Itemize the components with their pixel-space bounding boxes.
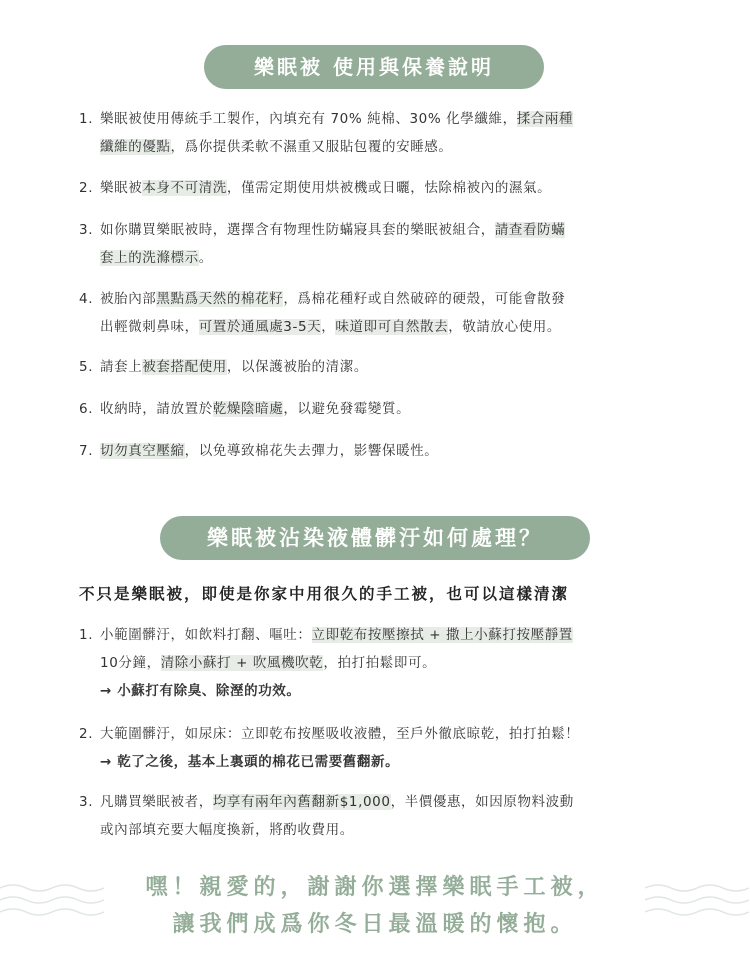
list-item <box>79 353 679 381</box>
item-number: 4. <box>79 291 94 307</box>
item-number: 2. <box>79 726 94 742</box>
closing-line-2: 讓我們成爲你冬日最溫暖的懷抱。 <box>172 912 578 937</box>
item-number: 3. <box>79 794 94 810</box>
highlighted-text: 纖維的優點 <box>100 139 171 155</box>
item-text: 凡購買樂眠被者， <box>100 794 213 810</box>
item-text: ， <box>321 319 336 335</box>
item-number: 2. <box>79 180 94 196</box>
item-text: ，僅需定期使用烘被機或日曬，怯除棉被內的濕氣。 <box>226 180 552 196</box>
highlighted-text: 清除小蘇打 + 吹風機吹乾 <box>160 655 324 671</box>
item-line <box>100 621 679 649</box>
item-number: 3. <box>79 222 94 238</box>
item-text: 或內部填充要大幅度換新，將酌收費用。 <box>100 822 354 838</box>
item-text: 樂眠被使用傳統手工製作，內填充有 70% 純棉、30% 化學纖維， <box>100 111 517 127</box>
item-text: 被胎內部 <box>100 291 157 307</box>
list-item <box>79 216 679 272</box>
highlighted-text: 均享有兩年內舊翻新$1,000 <box>212 794 391 810</box>
item-line <box>100 313 679 341</box>
closing-line-1: 嘿！親愛的，謝謝你選擇樂眠手工被， <box>145 875 605 900</box>
item-line <box>100 353 679 381</box>
item-line <box>100 216 679 244</box>
wave-decoration-left-icon <box>0 880 105 920</box>
list-item <box>79 437 679 465</box>
item-text: ，拍打拍鬆即可。 <box>323 655 437 671</box>
item-number: 1. <box>79 111 94 127</box>
highlighted-text: 本身不可清洗 <box>142 180 227 196</box>
item-line <box>100 437 679 465</box>
item-text: ，半價優惠，如因原物料波動 <box>390 794 574 810</box>
item-line <box>100 816 679 844</box>
highlighted-text: 請查看防蟎 <box>494 222 566 238</box>
stain-lead-text: 不只是樂眠被，即使是你家中用很久的手工被，也可以這樣清潔 <box>79 585 570 603</box>
item-text: 。 <box>198 250 213 266</box>
wave-decoration-right-icon <box>645 880 750 920</box>
item-line <box>100 105 679 133</box>
list-item <box>79 395 679 423</box>
item-text: 出輕微刺鼻味， <box>100 319 199 335</box>
item-line <box>100 395 679 423</box>
list-item <box>79 174 679 202</box>
highlighted-text: 被套搭配使用 <box>142 359 227 375</box>
item-number: 6. <box>79 401 94 417</box>
highlighted-text: 揉合兩種 <box>516 111 574 127</box>
list-item <box>79 720 679 776</box>
item-number: 5. <box>79 359 94 375</box>
list-item <box>79 285 679 341</box>
item-line <box>100 133 679 161</box>
item-number: 1. <box>79 627 94 643</box>
item-text: ，以保護被胎的清潔。 <box>226 359 368 375</box>
list-item <box>79 621 679 705</box>
item-note: → 小蘇打有除臭、除溼的功效。 <box>100 683 301 699</box>
item-line <box>100 720 679 748</box>
item-text: 樂眠被 <box>100 180 143 196</box>
highlighted-text: 黑點爲天然的棉花籽 <box>156 291 284 307</box>
item-text: 大範圍髒汙，如尿床：立即乾布按壓吸收液體，至戶外徹底晾乾，拍打拍鬆！ <box>100 726 580 742</box>
item-text: ，以避免發霉變質。 <box>283 401 411 417</box>
item-text: ，以免導致棉花失去彈力，影響保暖性。 <box>184 443 439 459</box>
item-line <box>100 174 679 202</box>
item-text: 10分鐘， <box>100 655 161 671</box>
item-text: 收納時，請放置於 <box>100 401 213 417</box>
item-text: ，爲你提供柔軟不濕重又服貼包覆的安睡感。 <box>170 139 453 155</box>
item-line <box>100 649 679 677</box>
item-text: ，敬請放心使用。 <box>448 319 561 335</box>
highlighted-text: 味道即可自然散去 <box>335 319 449 335</box>
section-title-stain: 樂眠被沾染液體髒汙如何處理？ <box>160 516 590 560</box>
item-text: 請套上 <box>100 359 143 375</box>
item-text: ，爲棉花種籽或自然破碎的硬殼，可能會散發 <box>283 291 566 307</box>
item-text: 小範圍髒汙，如飲料打翻、嘔吐： <box>100 627 312 643</box>
highlighted-text: 可置於通風處3-5天 <box>198 319 322 335</box>
highlighted-text: 切勿真空壓縮 <box>100 443 185 459</box>
item-line <box>100 244 679 272</box>
section-title-usage: 樂眠被 使用與保養說明 <box>204 45 544 89</box>
highlighted-text: 套上的洗滌標示 <box>100 250 199 266</box>
item-line <box>100 285 679 313</box>
item-line <box>100 788 679 816</box>
item-note: → 乾了之後，基本上裏頭的棉花已需要舊翻新。 <box>100 754 400 770</box>
highlighted-text: 乾燥陰暗處 <box>212 401 284 417</box>
item-number: 7. <box>79 443 94 459</box>
list-item <box>79 788 679 844</box>
item-text: 如你購買樂眠被時，選擇含有物理性防蟎寢具套的樂眠被組合， <box>100 222 495 238</box>
highlighted-text: 立即乾布按壓擦拭 + 撒上小蘇打按壓靜置 <box>311 627 573 643</box>
list-item <box>79 105 679 161</box>
